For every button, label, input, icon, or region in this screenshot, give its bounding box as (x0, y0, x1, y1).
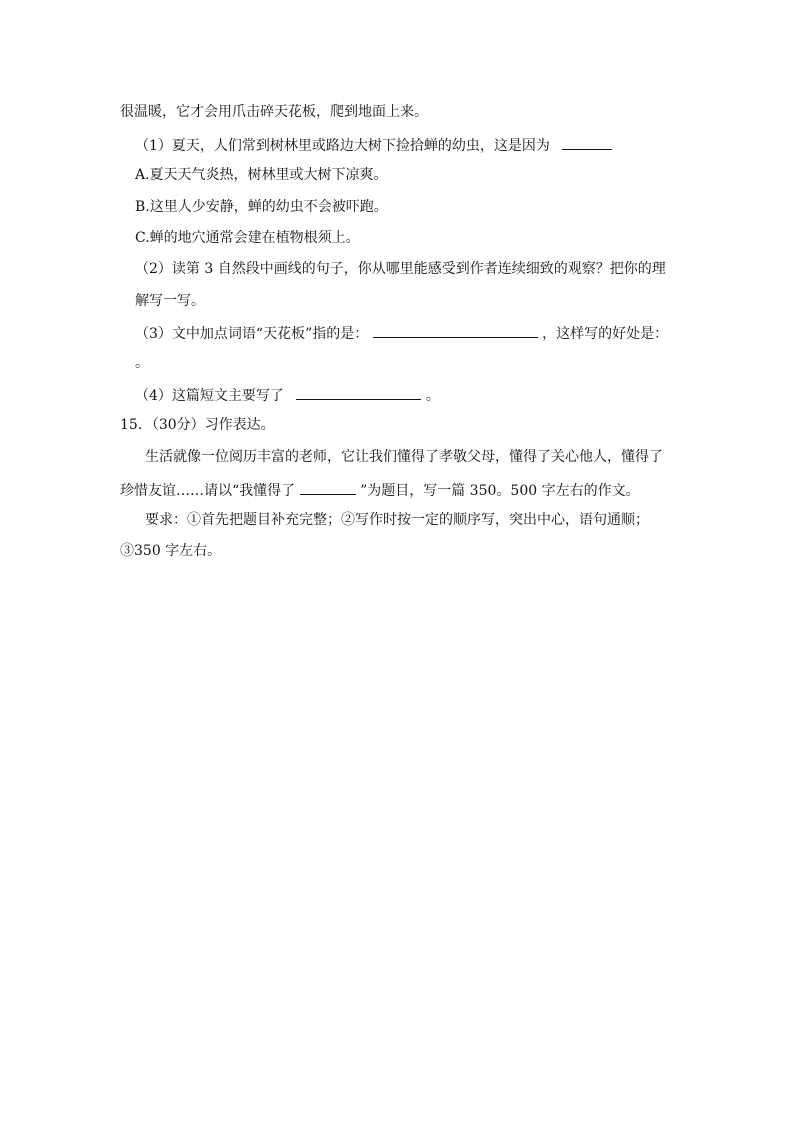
requirements-line-2: ③350 字左右。 (120, 543, 222, 559)
answer-blank-3[interactable] (373, 323, 538, 338)
essay-prompt-line-1: 生活就像一位阅历丰富的老师，它让我们懂得了孝敬父母，懂得了关心他人，懂得了 (145, 449, 663, 465)
option-b: B.这里人少安静，蝉的幼虫不会被吓跑。 (135, 199, 388, 215)
question-2-line-1: （2）读第 3 自然段中画线的句子，你从哪里能感受到作者连续细致的观察？把你的理 (135, 261, 666, 277)
question-1 (135, 135, 612, 155)
question-4-text: （4）这篇短文主要写了 (135, 388, 284, 404)
question-4-end: 。 (425, 388, 440, 404)
question-3 (135, 323, 668, 343)
passage-line: 很温暖，它才会用爪击碎天花板，爬到地面上来。 (120, 104, 428, 120)
answer-blank-1[interactable] (562, 135, 612, 150)
option-a: A.夏天天气炎热，树林里或大树下凉爽。 (135, 167, 388, 183)
essay-title-blank[interactable] (300, 480, 356, 495)
answer-blank-4[interactable] (296, 385, 421, 400)
option-c: C.蝉的地穴通常会建在植物根须上。 (135, 230, 360, 246)
question-4 (135, 385, 440, 405)
question-1-text: （1）夏天，人们常到树林里或路边大树下捡拾蝉的幼虫，这是因为 (135, 138, 550, 154)
question-3-text: （3）文中加点词语“天花板”指的是： (135, 326, 369, 342)
question-3-text-2: ，这样写的好处是： (542, 326, 669, 342)
question-15-heading: 15．（30分）习作表达。 (120, 417, 275, 433)
requirements-line-1: 要求：①首先把题目补充完整；②写作时按一定的顺序写，突出中心，语句通顺； (145, 512, 649, 528)
question-3-end: 。 (135, 355, 149, 371)
essay-prompt-text-2: ”为题目，写一篇 350。500 字左右的作文。 (360, 483, 640, 499)
question-2-line-2: 解写一写。 (135, 293, 205, 309)
essay-prompt-text: 珍惜友谊……请以“我懂得了 (120, 483, 296, 499)
essay-prompt-line-2 (120, 480, 640, 500)
